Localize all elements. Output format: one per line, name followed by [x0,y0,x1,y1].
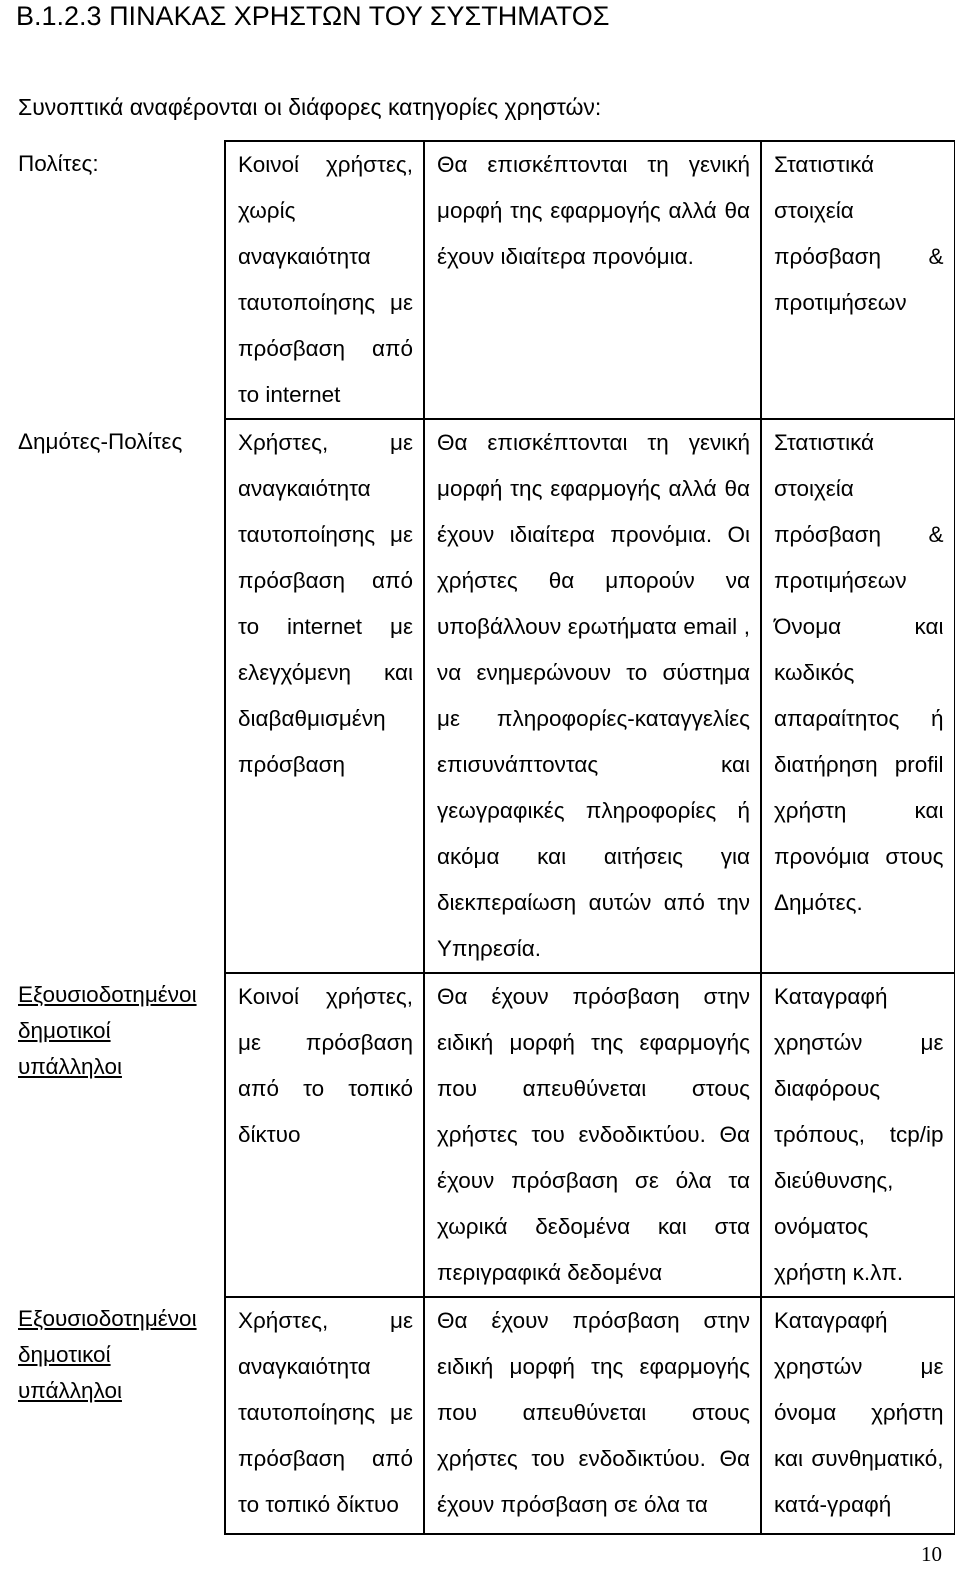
access-cell: Θα επισκέπτονται τη γενική μορφή της εφαρμογής αλλά θα έχουν ιδιαίτερα προνόμια. [424,141,761,419]
user-categories-table [4,140,955,1535]
page-number: 10 [921,1542,942,1566]
access-cell: Θα έχουν πρόσβαση στην ειδική μορφή της εφαρμογής που απευθύνεται στους χρήστες του ενδοδικτύου. Θα έχουν πρόσβαση σε όλα τα [424,1297,761,1534]
description-cell: Χρήστες, με αναγκαιότητα ταυτοποίησης με πρόσβαση από το τοπικό δίκτυο [225,1297,424,1534]
table-row [4,141,954,419]
category-cell [4,973,225,1297]
access-cell: Θα έχουν πρόσβαση στην ειδική μορφή της εφαρμογής που απευθύνεται στους χρήστες του ενδοδικτύου. Θα έχουν πρόσβαση σε όλα τα χωρικά δεδομένα και στα περιγραφικά δεδομένα [424,973,761,1297]
description-cell: Κοινοί χρήστες, με πρόσβαση από το τοπικό δίκτυο [225,973,424,1297]
category-label: Εξουσιοδοτημένοι δημοτικοί υπάλληλοι [18,982,197,1079]
data-cell: Καταγραφή χρηστών με διαφόρους τρόπους, tcp/ip διεύθυνσης, ονόματος χρήστη κ.λπ. [761,973,954,1297]
category-label: Πολίτες: [18,151,99,176]
table-row [4,419,954,973]
data-cell: Καταγραφή χρηστών με όνομα χρήστη και συνθηματικό, κατά-γραφή [761,1297,954,1534]
table-row [4,973,954,1297]
access-cell: Θα επισκέπτονται τη γενική μορφή της εφαρμογής αλλά θα έχουν ιδιαίτερα προνόμια. Οι χρήστες θα μπορούν να υποβάλλουν ερωτήματα email , να ενημερώνουν το σύστημα με πληροφορίες-καταγγελίες επισυνάπτοντας και γεωγραφικές πληροφορίες ή ακόμα και αιτήσεις για διεκπεραίωση αυτών από την Υπηρεσία. [424,419,761,973]
category-cell [4,1297,225,1534]
section-heading: B.1.2.3 ΠΙΝΑΚΑΣ ΧΡΗΣΤΩΝ ΤΟΥ ΣΥΣΤΗΜΑΤΟΣ [16,1,610,31]
category-cell [4,419,225,973]
data-cell: Στατιστικά στοιχεία πρόσβαση & προτιμήσεων [761,141,954,419]
category-label: Εξουσιοδοτημένοι δημοτικοί υπάλληλοι [18,1306,197,1403]
category-label: Δημότες-Πολίτες [18,429,183,454]
description-cell: Κοινοί χρήστες, χωρίς αναγκαιότητα ταυτοποίησης με πρόσβαση από το internet [225,141,424,419]
data-cell: Στατιστικά στοιχεία πρόσβαση & προτιμήσεων Όνομα και κωδικός απαραίτητος ή διατήρηση profil χρήστη και προνόμια στους Δημότες. [761,419,954,973]
table-row [4,1297,954,1534]
category-cell [4,141,225,419]
intro-text: Συνοπτικά αναφέρονται οι διάφορες κατηγορίες χρηστών: [18,94,602,120]
description-cell: Χρήστες, με αναγκαιότητα ταυτοποίησης με πρόσβαση από το internet με ελεγχόμενη και διαβαθμισμένη πρόσβαση [225,419,424,973]
